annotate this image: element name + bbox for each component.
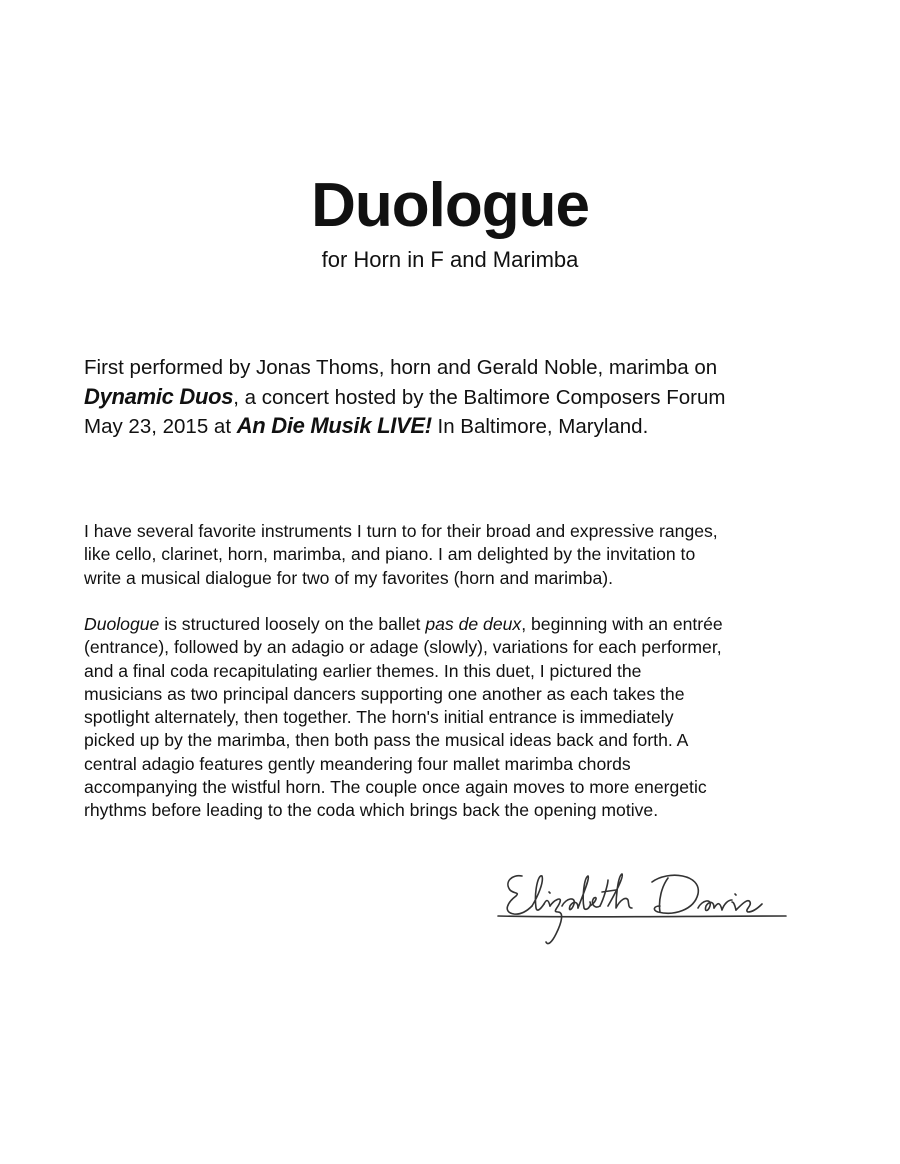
paragraph-line: accompanying the wistful horn. The couple once again moves to more energetic <box>84 777 707 798</box>
premiere-line-2 <box>84 383 824 413</box>
premiere-info <box>84 354 824 442</box>
paragraph-line: I have several favorite instruments I turn to for their broad and expressive ranges, <box>84 521 718 541</box>
paragraph-line: (entrance), followed by an adagio or adage (slowly), variations for each performer, <box>84 637 722 658</box>
venue-name: An Die Musik LIVE! <box>236 413 432 438</box>
paragraph-text: is structured loosely on the ballet <box>159 614 426 634</box>
paragraph-line: rhythms before leading to the coda which brings back the opening motive. <box>84 800 659 821</box>
paragraph-line <box>84 613 824 636</box>
concert-name: Dynamic Duos <box>84 383 234 409</box>
paragraph-line: musicians as two principal dancers supporting one another as each takes the <box>84 683 685 704</box>
premiere-line-3 <box>84 412 824 442</box>
paragraph-line: spotlight alternately, then together. The horn's initial entrance is immediately <box>84 707 674 728</box>
premiere-line-1-text: First performed by Jonas Thoms, horn and Gerald Noble, marimba on <box>84 356 718 379</box>
premiere-date: May 23, 2015 at <box>84 415 237 438</box>
author-signature <box>492 862 792 952</box>
program-note-paragraph-1 <box>84 520 824 590</box>
paragraph-text: , beginning with an entrée <box>521 614 723 634</box>
work-title-italic: Duologue <box>84 614 160 634</box>
ballet-term-italic: pas de deux <box>425 614 522 634</box>
page-subtitle: for Horn in F and Marimba <box>321 247 579 272</box>
paragraph-line: picked up by the marimba, then both pass the musical ideas back and forth. A <box>84 730 689 751</box>
premiere-line-1 <box>84 354 824 383</box>
paragraph-line: like cello, clarinet, horn, marimba, and piano. I am delighted by the invitation to <box>84 544 696 565</box>
premiere-line-3-rest: In Baltimore, Maryland. <box>431 415 649 438</box>
program-note-paragraph-2 <box>84 613 824 823</box>
paragraph-line: write a musical dialogue for two of my favorites (horn and marimba). <box>84 567 613 588</box>
page-title: Duologue <box>311 171 589 240</box>
paragraph-line: central adagio features gently meandering four mallet marimba chords <box>84 753 631 774</box>
premiere-line-2-rest: , a concert hosted by the Baltimore Composers Forum <box>233 385 726 409</box>
paragraph-line: and a final coda recapitulating earlier themes. In this duet, I pictured the <box>84 660 642 681</box>
